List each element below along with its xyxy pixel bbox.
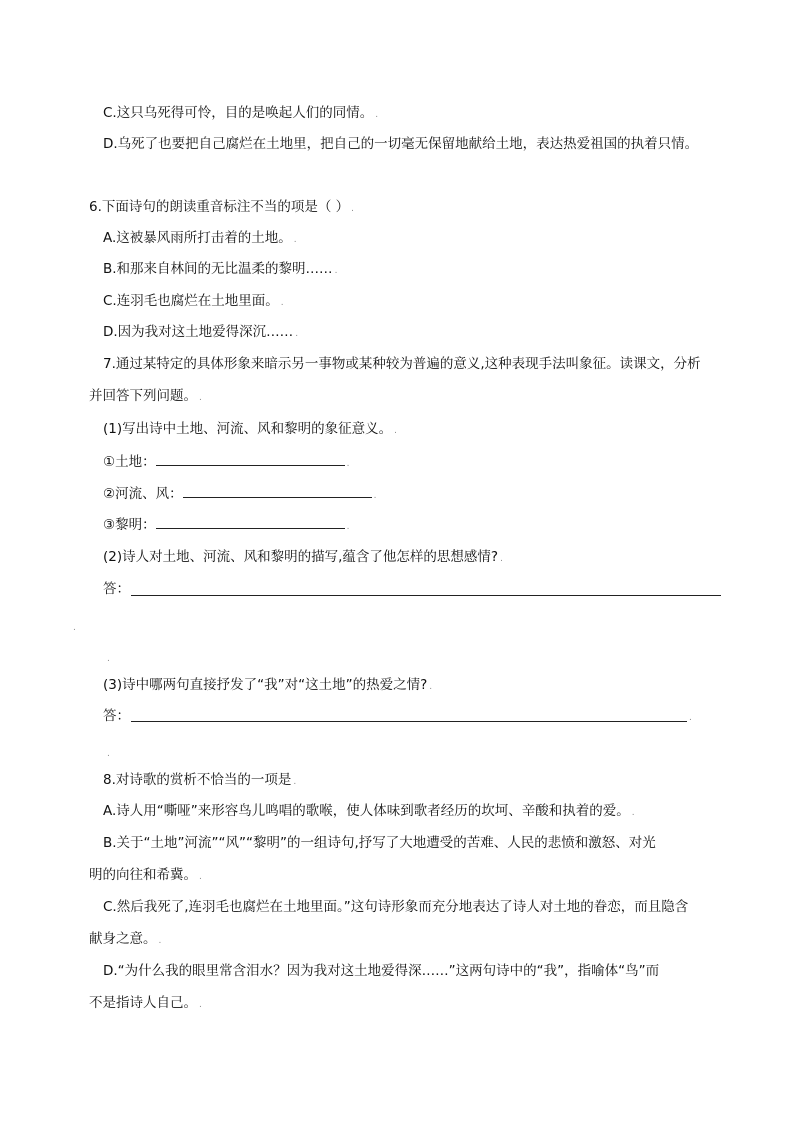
answer-label-2: 答： [103,708,130,724]
paragraph-mark: . [394,426,397,436]
paragraph-mark: . [351,204,355,214]
paragraph-mark: . [158,936,162,946]
paragraph-mark: . [631,808,635,818]
q7-sub2: (2)诗人对土地、河流、风和黎明的描写,蕴含了他怎样的思想感情? . [103,549,503,565]
question-7-line1: 7.通过某特定的具体形象来暗示另一事物或某种较为普遍的意义,这种表现手法叫象征。读课文，分析 [103,356,701,372]
paragraph-mark: . [280,298,284,308]
q7-sub3: (3)诗中哪两句直接抒发了“我”对“这土地”的热爱之情? . [103,677,433,693]
paragraph-mark: . [373,491,377,501]
answer-blank[interactable] [183,483,372,498]
paragraph-mark: . [199,872,202,882]
paragraph-mark: . [199,1000,202,1010]
paragraph-mark: . [293,777,297,787]
q8-option-d-line2: 不是指诗人自己。 . [89,995,202,1011]
option-c-line: C.这只乌死得可怜，目的是唤起人们的同情。 . [103,105,379,121]
question-7-line2: 并回答下列问题。 . [89,388,202,404]
question-8: 8.对诗歌的赏析不恰当的一项是 . [103,772,297,788]
q8-option-c-line2: 献身之意。 . [89,931,162,947]
question-6: 6.下面诗句的朗读重音标注不当的项是（ ） . [89,199,355,215]
paragraph-mark: . [346,459,350,469]
answer-blank[interactable] [156,451,345,466]
paragraph-mark: . [429,682,433,692]
q7-sub1: (1)写出诗中土地、河流、风和黎明的象征意义。 . [103,421,397,437]
q7-sub1-river-wind: ②河流、风： . [103,483,376,505]
q6-option-c: C.连羽毛也腐烂在土地里面。 . [103,293,284,309]
paragraph-mark: . [293,235,297,245]
q8-option-a: A.诗人用“嘶哑”来形容鸟儿鸣唱的歌喉，使人体味到歌者经历的坎坷、辛酸和执着的爱。 . [103,803,635,819]
paragraph-mark: . [375,110,379,120]
paragraph-mark: . [500,554,503,564]
answer-blank[interactable] [156,514,345,529]
option-d-line: D.乌死了也要把自己腐烂在土地里，把自己的一切毫无保留地献给土地，表达热爱祖国的执着只情。 [103,136,699,152]
answer-line-2[interactable] [131,721,687,722]
q6-option-d: D.因为我对这土地爱得深沉…… . [103,324,299,340]
answer-line-1[interactable] [131,595,721,596]
paragraph-mark: . [334,266,338,276]
paragraph-mark: . [199,393,202,403]
paragraph-mark: . [107,749,110,759]
q7-sub1-land: ①土地： . [103,451,349,473]
q8-option-b-line1: B.关于“土地”河流”“风”“黎明”的一组诗句,抒写了大地遭受的苦难、人民的悲愤和激怒、对光 [103,835,656,851]
q8-option-b-line2: 明的向往和希冀。 . [89,867,202,883]
q6-option-b: B.和那来自林间的无比温柔的黎明…… . [103,261,338,277]
q8-option-d-line1: D.“为什么我的眼里常含泪水？因为我对这土地爱得深……”这两句诗中的“我”，指喻体“鸟”而 [103,963,660,979]
q6-option-a: A.这被暴风雨所打击着的土地。 . [103,230,297,246]
paragraph-mark: . [295,329,299,339]
paragraph-mark: . [107,654,110,664]
q8-option-c-line1: C.然后我死了,连羽毛也腐烂在土地里面。”这句诗形象而充分地表达了诗人对土地的眷恋，而且隐含 [103,899,689,915]
paragraph-mark: . [346,522,350,532]
paragraph-mark: . [689,713,692,723]
paragraph-mark: . [73,623,76,633]
answer-label-1: 答： [103,581,130,597]
q7-sub1-dawn: ③黎明： . [103,514,349,536]
